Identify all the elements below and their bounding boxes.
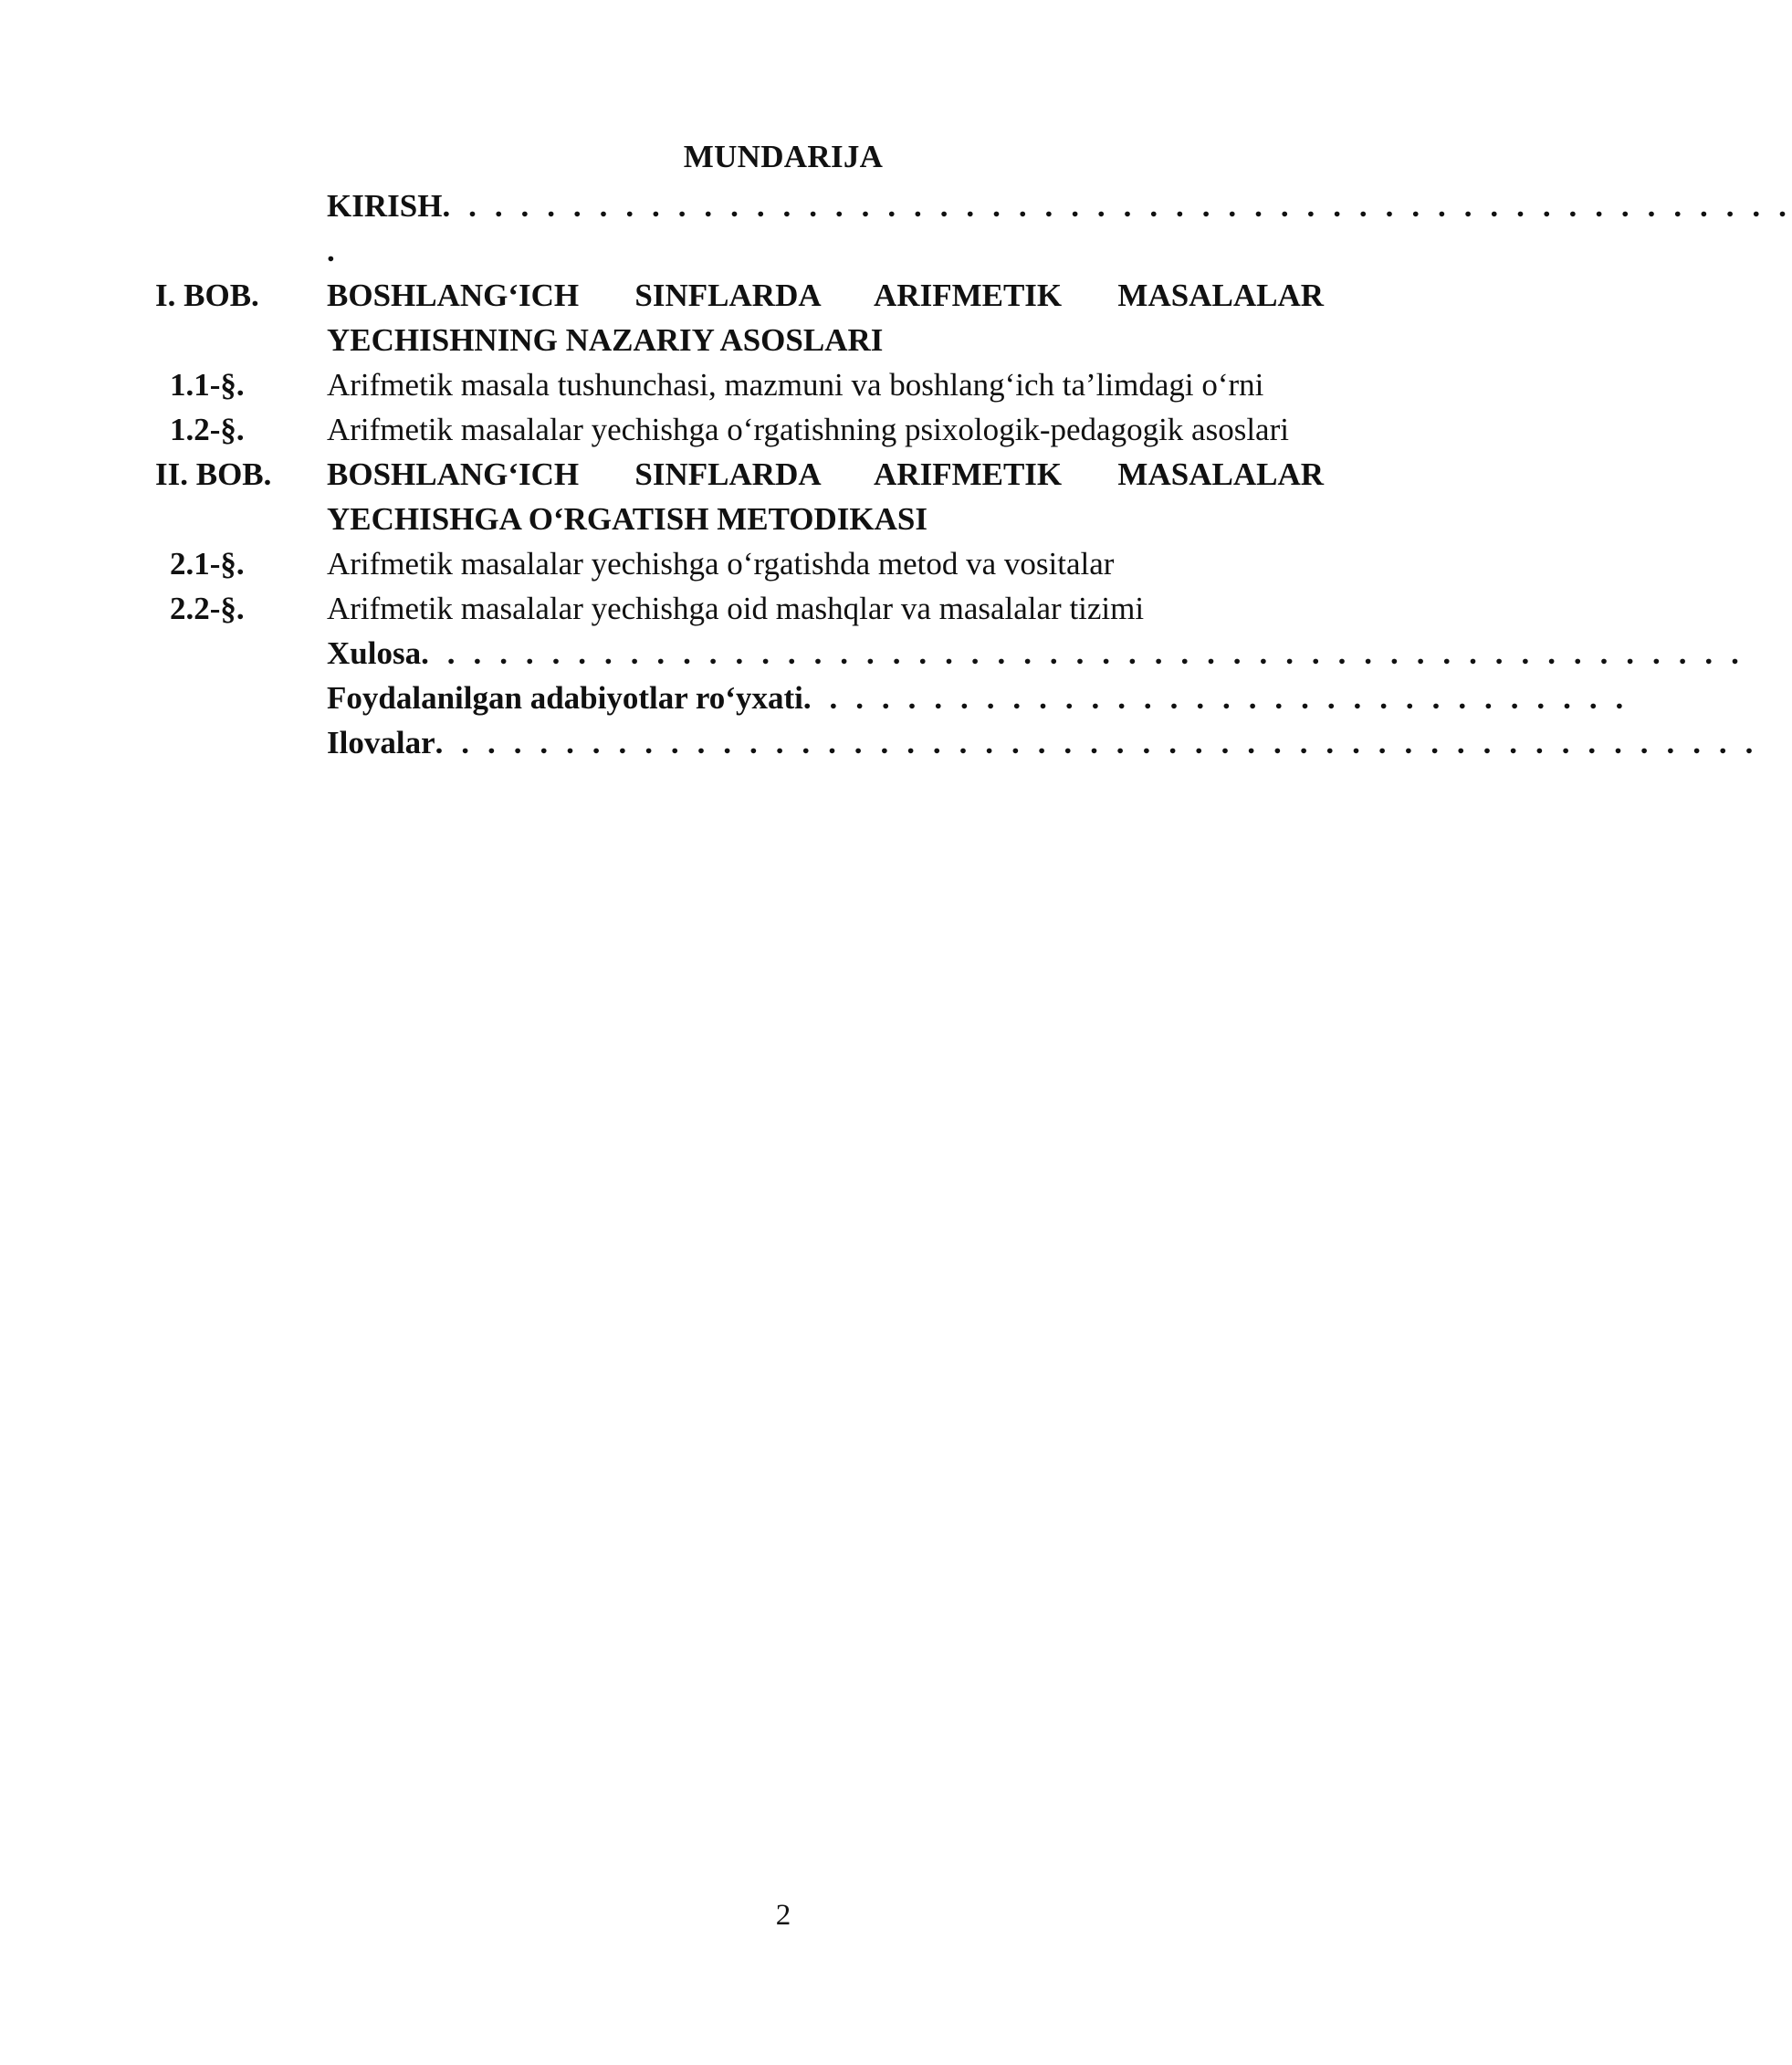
toc-section-1-1-title: Arifmetik masala tushunchasi, mazmuni va boshlang‘ich ta’limdagi o‘rni xyxy=(327,367,1264,403)
page-title: MUNDARIJA xyxy=(683,139,884,174)
toc-intro-trailing-dot: . xyxy=(327,233,335,268)
toc-references-label: Foydalanilgan adabiyotlar ro‘yxati xyxy=(327,680,803,716)
toc-appendices-leader-dots: . . . . . . . . . . . . . . . . . . . . . . . . . . . . . . . . . . . . . . . . . . . . . . . . . . . xyxy=(435,725,1758,760)
toc-entry-section-1-1 xyxy=(155,362,1324,407)
toc-conclusion-leader-dots: . . . . . . . . . . . . . . . . . . . . . . . . . . . . . . . . . . . . . . . . . . . . . . . . . . . xyxy=(421,635,1745,671)
table-of-contents xyxy=(155,183,1792,765)
toc-chapter-1-title: BOSHLANG‘ICH SINFLARDA ARIFMETIK MASALALAR YECHISHNING NAZARIY ASOSLARI xyxy=(327,278,1324,358)
toc-entry-references xyxy=(155,676,1629,720)
page-number: 2 xyxy=(775,1899,791,1932)
toc-entry-chapter-2 xyxy=(155,452,1324,541)
toc-entry-section-2-2 xyxy=(155,586,1324,631)
toc-section-2-1-title: Arifmetik masalalar yechishga o‘rgatishda metod va vositalar xyxy=(327,546,1115,582)
toc-references-leader-dots: . . . . . . . . . . . . . . . . . . . . . . . . . . . . . . . . xyxy=(802,680,1629,716)
toc-entry-appendices xyxy=(155,720,1758,765)
toc-section-2-1-number: 2.1-§. xyxy=(170,546,245,582)
toc-entry-intro xyxy=(155,183,1792,273)
toc-section-2-2-number: 2.2-§. xyxy=(170,591,245,626)
toc-section-2-2-title: Arifmetik masalalar yechishga oid mashqlar va masalalar tizimi xyxy=(327,591,1145,626)
toc-entry-chapter-1 xyxy=(155,273,1324,362)
toc-section-1-2-number: 1.2-§. xyxy=(170,412,245,447)
toc-number-empty xyxy=(155,183,327,273)
toc-conclusion-label: Xulosa xyxy=(327,635,422,671)
toc-entry-conclusion xyxy=(155,631,1745,676)
toc-intro-leader-dots: . . . . . . . . . . . . . . . . . . . . . . . . . . . . . . . . . . . . . . . . . . . . . . . . . . . . xyxy=(442,188,1792,224)
toc-intro-label: KIRISH xyxy=(327,188,443,224)
toc-intro-line xyxy=(327,183,1792,228)
toc-section-1-1-number: 1.1-§. xyxy=(170,367,245,403)
toc-entry-section-2-1 xyxy=(155,541,1324,586)
toc-chapter-2-number: II. BOB. xyxy=(155,456,272,492)
toc-section-1-2-title: Arifmetik masalalar yechishga o‘rgatishning psixologik-pedagogik asoslari xyxy=(327,412,1289,447)
toc-appendices-label: Ilovalar xyxy=(327,725,435,760)
toc-chapter-1-number: I. BOB. xyxy=(155,278,259,313)
toc-chapter-2-title: BOSHLANG‘ICH SINFLARDA ARIFMETIK MASALALAR YECHISHGA O‘RGATISH METODIKASI xyxy=(327,456,1324,537)
toc-entry-section-1-2 xyxy=(155,407,1324,452)
